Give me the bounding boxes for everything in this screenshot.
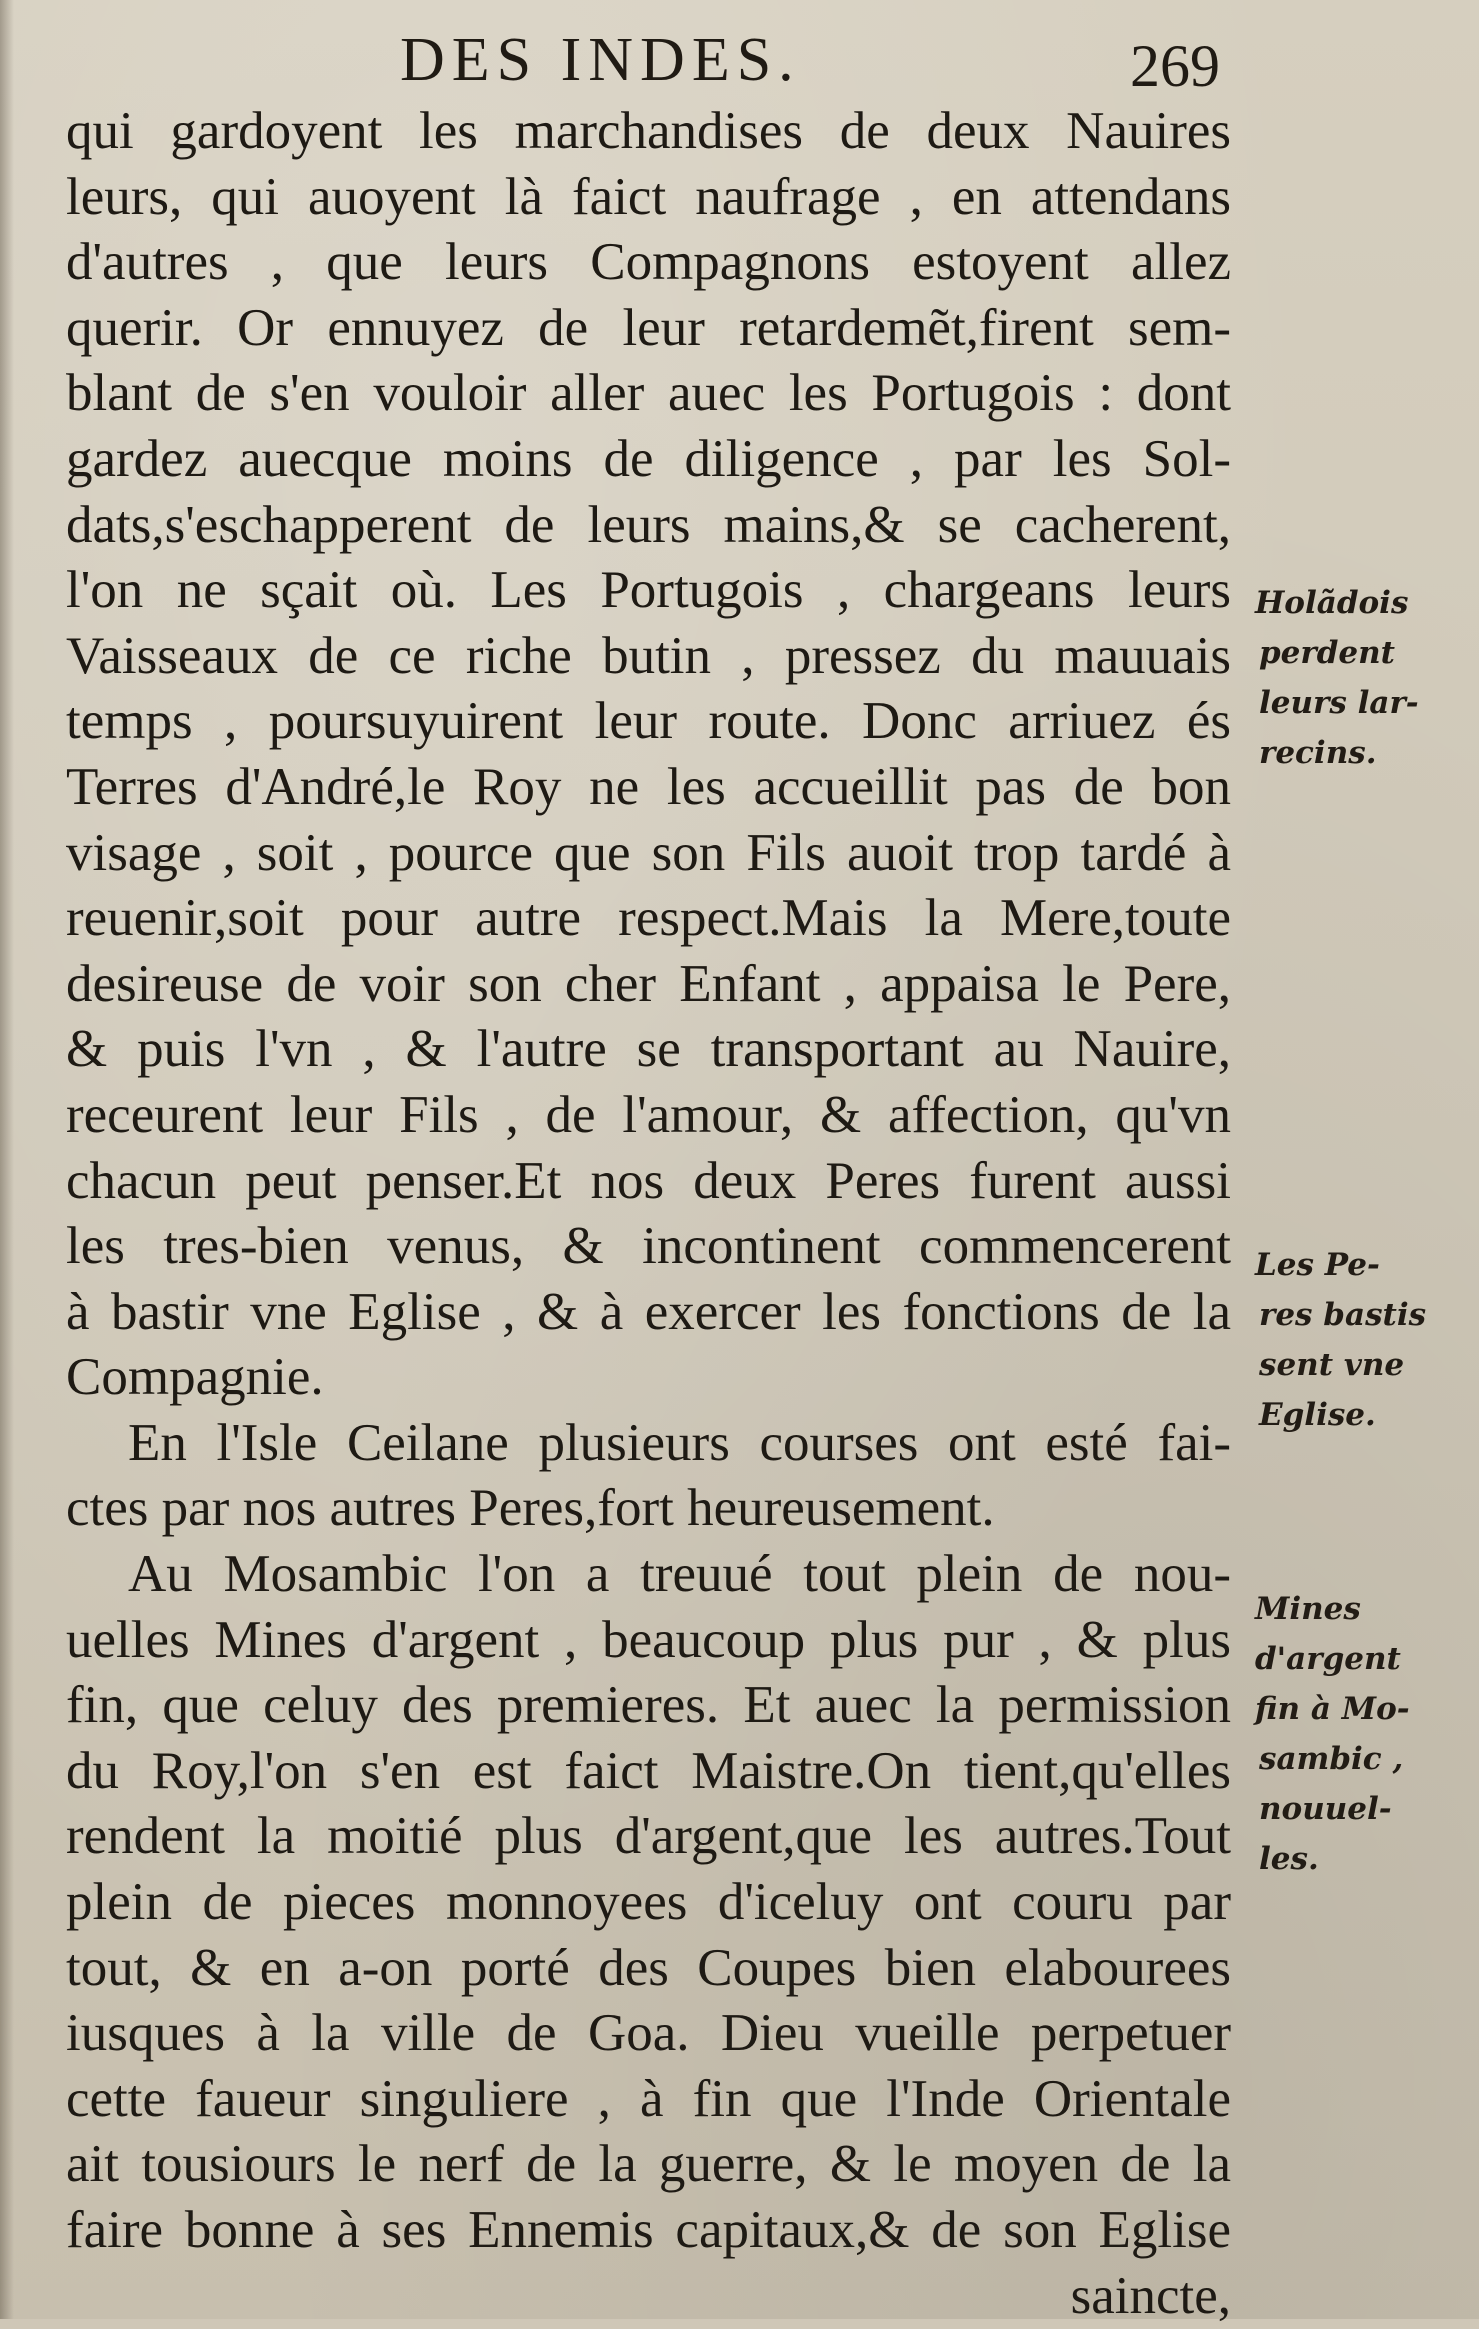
margin-note-eglise (1255, 1240, 1455, 1440)
text-line: d'autres , que leurs Compagnons estoyent allez (66, 233, 1231, 292)
margin-note-line: perdent (1259, 635, 1395, 671)
paragraph-first-line: Au Mosambic l'on a treuué tout plein de nou- (128, 1545, 1231, 1604)
text-line: à bastir vne Eglise , & à exercer les fonctions de la (66, 1282, 1231, 1341)
text-line: gardez auecque moins de diligence , par les Sol- (66, 429, 1231, 488)
text-line: blant de s'en vouloir aller auec les Portugois : dont (66, 364, 1231, 423)
text-line: desireuse de voir son cher Enfant , appaisa le Pere, (66, 954, 1231, 1013)
text-line: visage , soit , pource que son Fils auoit trop tardé à (66, 823, 1231, 882)
margin-note-line: les. (1259, 1841, 1319, 1877)
text-line: temps , poursuyuirent leur route. Donc arriuez és (66, 692, 1231, 751)
margin-note-line: Les Pe- (1255, 1247, 1380, 1283)
text-line: rendent la moitié plus d'argent,que les autres.Tout (66, 1807, 1231, 1866)
text-line: cette faueur singuliere , à fin que l'Inde Orientale (66, 2069, 1231, 2128)
text-line: faire bonne à ses Ennemis capitaux,& de son Eglise (66, 2201, 1231, 2259)
text-line: uelles Mines d'argent , beaucoup plus pur , & plus (66, 1610, 1231, 1669)
text-line: qui gardoyent les marchandises de deux Nauires (66, 102, 1231, 160)
text-line: l'on ne sçait où. Les Portugois , chargeans leurs (66, 561, 1231, 620)
text-line: ait tousiours le nerf de la guerre, & le moyen de la (66, 2135, 1231, 2194)
text-line: fin, que celuy des premieres. Et auec la permission (66, 1676, 1231, 1735)
text-line: reuenir,soit pour autre respect.Mais la Mere,toute (66, 889, 1231, 948)
margin-note-line: sent vne (1259, 1347, 1405, 1383)
page-number: 269 (1130, 33, 1220, 99)
text-line: leurs, qui auoyent là faict naufrage , en attendans (66, 167, 1231, 226)
text-line: ctes par nos autres Peres,fort heureusement. (66, 1479, 995, 1538)
text-line: les tres-bien venus, & incontinent commencerent (66, 1217, 1231, 1276)
main-text-block (66, 99, 1231, 2329)
margin-note-line: Mines (1255, 1591, 1361, 1627)
margin-note-line: recins. (1259, 735, 1377, 771)
margin-note-hollandais (1255, 578, 1455, 778)
margin-note-line: nouuel- (1259, 1791, 1392, 1827)
margin-note-line: Eglise. (1259, 1397, 1376, 1433)
text-line: Terres d'André,le Roy ne les accueillit pas de bon (66, 757, 1231, 816)
text-line: receurent leur Fils , de l'amour, & affection, qu'vn (66, 1085, 1231, 1144)
text-line: chacun peut penser.Et nos deux Peres furent aussi (66, 1151, 1231, 1210)
text-line: iusques à la ville de Goa. Dieu vueille perpetuer (66, 2004, 1231, 2063)
margin-note-line: sambic , (1259, 1741, 1404, 1777)
text-line: plein de pieces monnoyees d'iceluy ont couru par (66, 1873, 1231, 1932)
text-line: Vaisseaux de ce riche butin , pressez du mauuais (66, 626, 1231, 685)
margin-note-mines (1255, 1584, 1455, 1884)
margin-note-line: leurs lar- (1259, 685, 1419, 721)
page-edge-shadow (0, 0, 14, 2319)
text-line: dats,s'eschapperent de leurs mains,& se cacherent, (66, 495, 1231, 554)
text-line: tout, & en a-on porté des Coupes bien elabourees (66, 1938, 1231, 1997)
margin-note-line: Holãdois (1255, 585, 1409, 621)
text-line: du Roy,l'on s'en est faict Maistre.On tient,qu'elles (66, 1741, 1231, 1800)
margin-note-line: res bastis (1259, 1297, 1427, 1333)
margin-note-line: d'argent (1255, 1641, 1401, 1677)
text-line: querir. Or ennuyez de leur retardemẽt,firent sem- (66, 298, 1231, 357)
catchword: saincte, (1070, 2266, 1231, 2325)
text-line: Compagnie. (66, 1348, 324, 1407)
text-line: & puis l'vn , & l'autre se transportant au Nauire, (66, 1020, 1231, 1079)
margin-note-line: fin à Mo- (1255, 1691, 1410, 1727)
paragraph-first-line: En l'Isle Ceilane plusieurs courses ont esté fai- (128, 1413, 1231, 1472)
running-title: DES INDES. (400, 26, 801, 94)
